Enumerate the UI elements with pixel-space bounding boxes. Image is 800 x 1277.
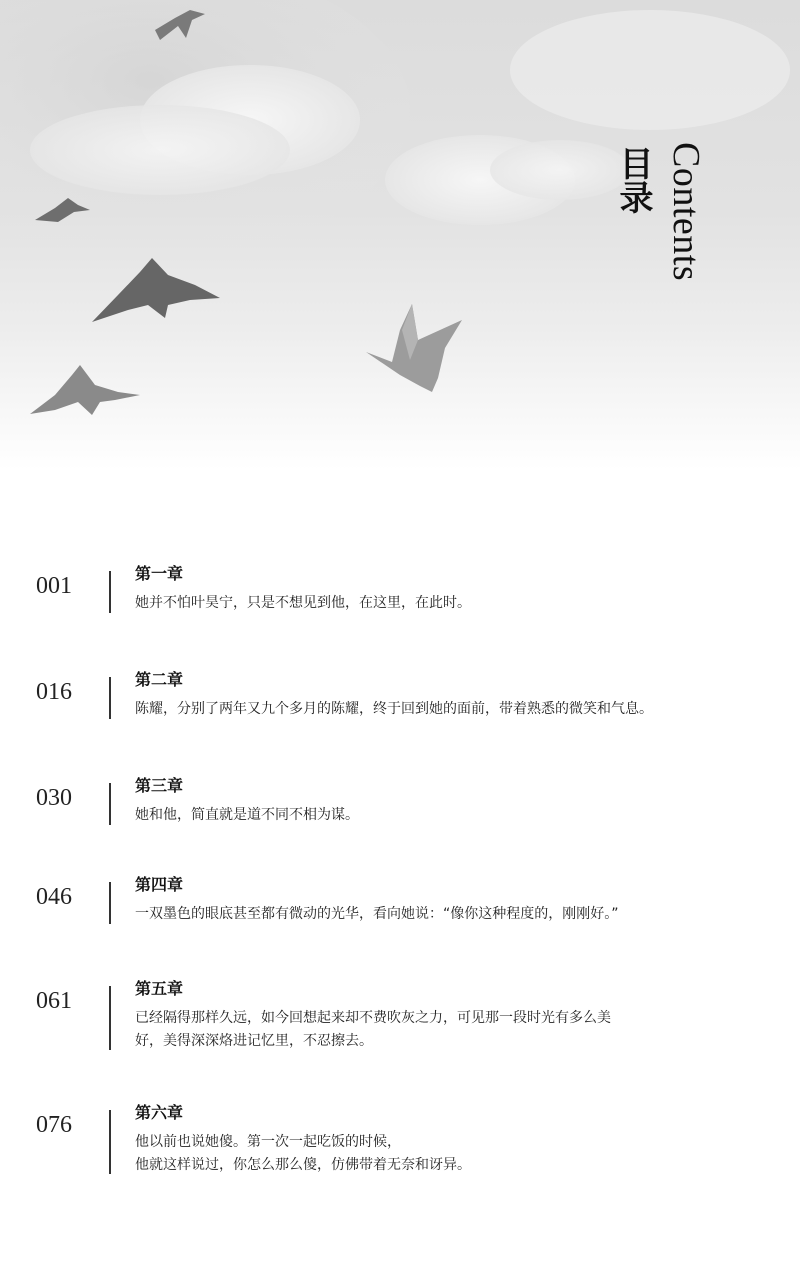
chapter-summary — [135, 903, 735, 926]
page-number: 076 — [36, 1112, 72, 1138]
chapter-summary — [135, 698, 735, 721]
summary-line: 她并不怕叶昊宁，只是不想见到他，在这里，在此时。 — [135, 595, 471, 611]
chapter-title: 第一章 — [135, 564, 184, 583]
vertical-divider — [109, 882, 111, 924]
summary-line: 已经隔得那样久远，如今回想起来却不费吹灰之力，可见那一段时光有多么美 — [135, 1010, 611, 1026]
vertical-divider — [109, 986, 111, 1050]
vertical-divider — [109, 677, 111, 719]
page-number: 001 — [36, 573, 72, 599]
page-number: 016 — [36, 679, 72, 705]
vertical-divider — [109, 1110, 111, 1174]
summary-line: 好，美得深深烙进记忆里，不忍擦去。 — [135, 1033, 373, 1049]
title-chinese: 目录 — [613, 146, 653, 214]
vertical-divider — [109, 571, 111, 613]
summary-line: 她和他，简直就是道不同不相为谋。 — [135, 807, 359, 823]
chapter-summary — [135, 592, 735, 615]
page-number: 061 — [36, 988, 72, 1014]
summary-line: 他就这样说过，你怎么那么傻，仿佛带着无奈和讶异。 — [135, 1157, 471, 1173]
chapter-title: 第四章 — [135, 875, 184, 894]
chapter-summary — [135, 1007, 735, 1053]
summary-line: 一双墨色的眼底甚至都有微动的光华，看向她说：“像你这种程度的，刚刚好。” — [135, 906, 619, 922]
summary-line: 他以前也说她傻。第一次一起吃饭的时候， — [135, 1134, 401, 1150]
summary-line: 陈耀，分别了两年又九个多月的陈耀，终于回到她的面前，带着熟悉的微笑和气息。 — [135, 701, 653, 717]
chapter-title: 第六章 — [135, 1103, 184, 1122]
chapter-summary — [135, 804, 735, 827]
title-english: Contents — [665, 142, 707, 282]
page-number: 030 — [36, 785, 72, 811]
chapter-summary — [135, 1131, 735, 1177]
page-number: 046 — [36, 884, 72, 910]
chapter-title: 第五章 — [135, 979, 184, 998]
vertical-divider — [109, 783, 111, 825]
chapter-title: 第三章 — [135, 776, 184, 795]
chapter-title: 第二章 — [135, 670, 184, 689]
